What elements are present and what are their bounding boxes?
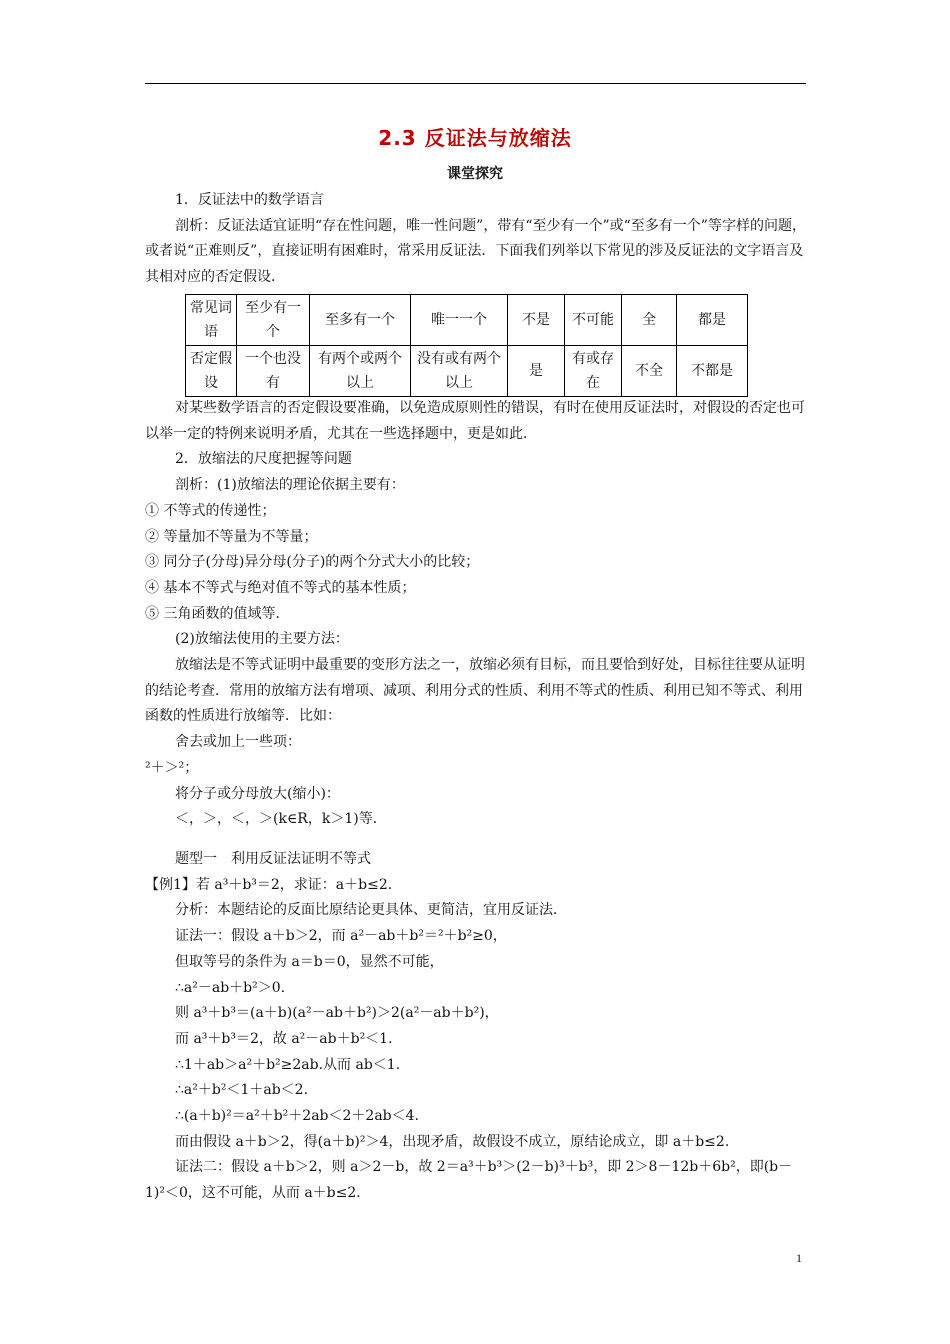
table-cell: 不全 bbox=[622, 346, 677, 397]
table-cell: 否定假设 bbox=[186, 346, 237, 397]
paragraph: 将分子或分母放大(缩小)： bbox=[175, 785, 340, 802]
proof-line: 证法一：假设 a＋b＞2，而 a²－ab＋b²＝²＋b²≥0， bbox=[175, 928, 507, 945]
paragraph: 对某些数学语言的否定假设要准确，以免造成原则性的错误，有时在使用反证法时，对假设的否定也可以举一定的特例来说明矛盾，尤其在一些选择题中，更是如此． bbox=[145, 400, 805, 442]
negation-table bbox=[185, 294, 748, 397]
table-cell: 唯一一个 bbox=[411, 295, 508, 346]
list-item: ② 等量加不等量为不等量； bbox=[145, 528, 318, 545]
list-item: ③ 同分子(分母)异分母(分子)的两个分式大小的比较； bbox=[145, 554, 480, 571]
proof-line: ∴a²＋b²＜1＋ab＜2. bbox=[175, 1082, 309, 1099]
formula-line: ²＋＞²； bbox=[145, 759, 199, 776]
page-title: 2.3 反证法与放缩法 bbox=[378, 126, 572, 150]
table-cell: 至多有一个 bbox=[310, 295, 411, 346]
paragraph: 放缩法是不等式证明中最重要的变形方法之一，放缩必须有目标，而且要恰到好处，目标往往要从证明的结论考查．常用的放缩方法有增项、减项、利用分式的性质、利用不等式的性质、利用已知不等式、利用函数的性质进行放缩等．比如： bbox=[145, 657, 805, 725]
table-row bbox=[186, 346, 748, 397]
paragraph: 舍去或加上一些项： bbox=[175, 734, 301, 751]
example-statement: 【例1】若 a³＋b³＝2，求证：a＋b≤2. bbox=[145, 876, 393, 893]
table-cell: 全 bbox=[622, 295, 677, 346]
proof-line: 但取等号的条件为 a＝b＝0，显然不可能， bbox=[175, 953, 444, 970]
heading-3: 题型一 利用反证法证明不等式 bbox=[175, 851, 371, 867]
table-cell: 至少有一个 bbox=[237, 295, 310, 346]
table-row bbox=[186, 295, 748, 346]
table-cell: 是 bbox=[508, 346, 565, 397]
table-cell: 常见词语 bbox=[186, 295, 237, 346]
analysis-paragraph: 剖析：反证法适宜证明“存在性问题，唯一性问题”，带有“至少有一个”或“至多有一个”等字样的问题，或者说“正难则反”，直接证明有困难时，常采用反证法．下面我们列举以下常见的涉及反证法的文字语言及其相对应的否定假设． bbox=[145, 217, 806, 286]
table-cell: 没有或有两个以上 bbox=[411, 346, 508, 397]
paragraph: 剖析：(1)放缩法的理论依据主要有： bbox=[175, 477, 405, 494]
paragraph: (2)放缩法使用的主要方法： bbox=[175, 631, 349, 648]
page-number: 1 bbox=[796, 1251, 802, 1265]
proof-line: 而 a³＋b³＝2，故 a²－ab＋b²＜1. bbox=[175, 1030, 393, 1047]
proof-line: 则 a³＋b³＝(a＋b)(a²－ab＋b²)＞2(a²－ab＋b²)， bbox=[175, 1005, 499, 1022]
list-item: ⑤ 三角函数的值域等． bbox=[145, 605, 290, 622]
table-cell: 都是 bbox=[677, 295, 748, 346]
table-cell: 有两个或两个以上 bbox=[310, 346, 411, 397]
proof-line: ∴1＋ab＞a²＋b²≥2ab.从而 ab＜1. bbox=[175, 1056, 401, 1073]
formula-line: ＜，＞，＜，＞(k∈R，k＞1)等． bbox=[175, 811, 387, 828]
proof-line: ∴(a＋b)²＝a²＋b²＋2ab＜2＋2ab＜4. bbox=[175, 1108, 419, 1125]
proof-line: 证法二：假设 a＋b＞2，则 a＞2－b，故 2＝a³＋b³＞(2－b)³＋b³，即 2＞8－12b＋6b²，即(b－1)²＜0，这不可能，从而 a＋b≤2. bbox=[145, 1159, 793, 1202]
list-item: ① 不等式的传递性； bbox=[145, 502, 276, 519]
heading-1: 1．反证法中的数学语言 bbox=[175, 192, 324, 208]
heading-2: 2．放缩法的尺度把握等问题 bbox=[175, 451, 352, 468]
paragraph: 分析：本题结论的反面比原结论更具体、更简洁，宜用反证法． bbox=[175, 902, 567, 919]
table-cell: 不都是 bbox=[677, 346, 748, 397]
list-item: ④ 基本不等式与绝对值不等式的基本性质； bbox=[145, 579, 416, 596]
table-cell: 不可能 bbox=[565, 295, 622, 346]
table-cell: 不是 bbox=[508, 295, 565, 346]
proof-line: 而由假设 a＋b＞2，得(a＋b)²＞4，出现矛盾，故假设不成立，原结论成立，即 a＋b≤2. bbox=[175, 1133, 730, 1150]
table-cell: 有或存在 bbox=[565, 346, 622, 397]
table-cell: 一个也没有 bbox=[237, 346, 310, 397]
section-3 bbox=[145, 847, 806, 1207]
section-subtitle: 课堂探究 bbox=[447, 166, 503, 182]
header-rule bbox=[145, 83, 806, 84]
proof-line: ∴a²－ab＋b²＞0. bbox=[175, 979, 286, 996]
section-1 bbox=[145, 188, 806, 291]
section-2 bbox=[145, 396, 806, 833]
